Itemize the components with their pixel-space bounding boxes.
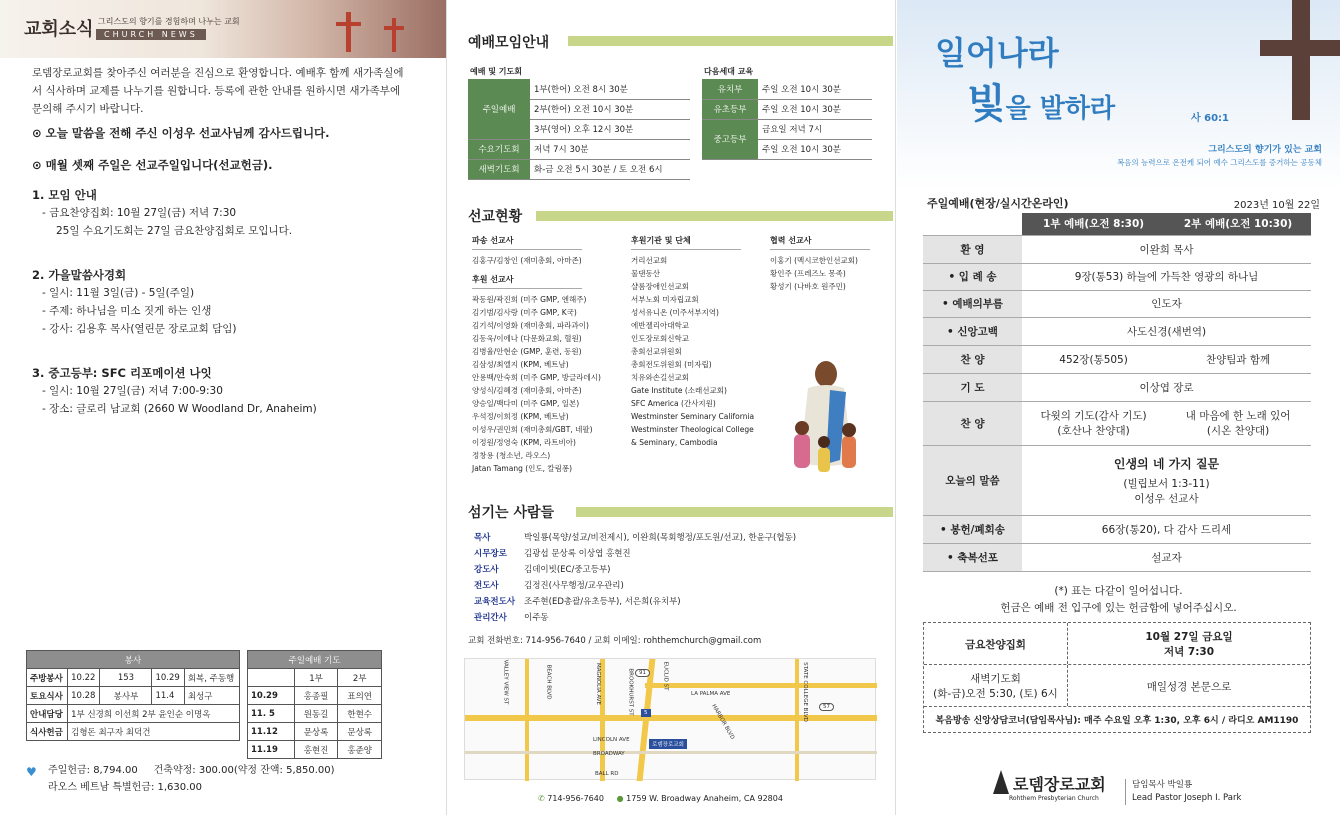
table-row bbox=[923, 373, 1311, 401]
section-line: - 금요찬양집회: 10월 27일(금) 저녁 7:30 bbox=[42, 207, 237, 219]
offering-building: 건축약정: 300.00(약정 잔액: 5,850.00) bbox=[153, 765, 335, 776]
table-cell: 금요일 저녁 7시 bbox=[758, 119, 872, 139]
highway-5-icon: 5 bbox=[641, 709, 651, 717]
staff-role: 전도사 bbox=[474, 581, 499, 591]
table-cell: 화-금 오전 5시 30분 / 토 오전 6시 bbox=[530, 159, 690, 179]
offering-special: 라오스 베트남 특별헌금: 1,630.00 bbox=[48, 782, 203, 793]
table-cell: 11.12 bbox=[248, 723, 295, 741]
list-item: 성서유니온 (미주서부지역) bbox=[631, 308, 719, 317]
list-item: SFC America (간사지원) bbox=[631, 399, 716, 408]
worship-heading: 예배 및 기도회 bbox=[470, 67, 522, 76]
prayer-title: 주일예배 기도 bbox=[248, 651, 382, 669]
list-item: 물댄동산 bbox=[631, 269, 660, 278]
table-cell: 9장(통53) 하늘에 가득찬 영광의 하나님 bbox=[1022, 263, 1311, 290]
news-subtitle-en: CHURCH NEWS bbox=[96, 29, 206, 40]
list-item: Westminster Seminary California bbox=[631, 412, 755, 421]
cross-icon bbox=[1292, 0, 1310, 120]
table-row bbox=[27, 723, 240, 741]
street-label: LA PALMA AVE bbox=[691, 691, 731, 697]
table-cell: 이완희 목사 bbox=[1022, 235, 1311, 263]
street-label: STATE COLLEGE BLVD bbox=[801, 662, 808, 722]
table-label: 환 영 bbox=[923, 235, 1022, 263]
hero-title-2 bbox=[967, 72, 1115, 129]
hero-vision: 복음의 능력으로 온전케 되어 예수 그리스도를 증거하는 공동체 bbox=[1116, 158, 1322, 167]
list-item: Jatan Tamang (인도, 칼림퐁) bbox=[472, 464, 573, 473]
table-cell: 표의연 bbox=[338, 687, 382, 705]
section-line: - 강사: 김용후 목사(열린문 장로교회 담임) bbox=[42, 323, 237, 335]
table-cell: 11.4 bbox=[152, 687, 184, 705]
sermon-preacher: 이성우 선교사 bbox=[1134, 492, 1199, 505]
hero-title-word: 빛 bbox=[967, 81, 1006, 127]
bulletin-panel bbox=[897, 0, 1340, 815]
table-row bbox=[924, 623, 1310, 665]
mission-col-2 bbox=[631, 232, 754, 449]
news-header bbox=[0, 0, 447, 58]
table-cell: 문상록 bbox=[338, 723, 382, 741]
list-item: 김삼성/최엘지 (KPM, 베트남) bbox=[472, 360, 569, 369]
table-cell: 내 마음에 한 노래 있어 bbox=[1185, 410, 1291, 422]
list-item: 양승일/백다미 (미주 GMP, 일본) bbox=[472, 399, 580, 408]
church-map bbox=[464, 658, 876, 780]
list-item: 김기석/이영화 (재미총회, 파라과이) bbox=[472, 321, 589, 330]
order-of-service bbox=[923, 213, 1311, 572]
list-item: 이정원/정영숙 (KPM, 라트비아) bbox=[472, 438, 576, 447]
list-item: 이성우/권민희 (재미총회/GBT, 네팔) bbox=[472, 425, 593, 434]
map-contact bbox=[538, 794, 783, 803]
table-cell: 1부(한어) 오전 8시 30분 bbox=[530, 79, 690, 99]
cross-icon bbox=[346, 12, 351, 52]
street-label: EUCLID ST bbox=[662, 661, 669, 691]
service-date: 2023년 10월 22일 bbox=[1233, 200, 1320, 211]
table-label: 찬 양 bbox=[923, 345, 1022, 373]
event-name: 금요찬양집회 bbox=[924, 623, 1068, 664]
street-label: BALL RD bbox=[595, 771, 619, 777]
list-item bbox=[474, 594, 796, 610]
church-logo-icon bbox=[993, 770, 1009, 794]
street-label: BROOKHURST ST bbox=[627, 668, 634, 716]
table-cell: (호산나 찬양대) bbox=[1057, 425, 1130, 437]
table-cell: 이상엽 장로 bbox=[1022, 373, 1311, 401]
table-cell: 10.29 bbox=[248, 687, 295, 705]
section-line: 25일 수요기도회는 27일 금요찬양집회로 모입니다. bbox=[56, 225, 293, 237]
news-title: 교회소식 bbox=[24, 19, 94, 40]
staff-role: 시무장로 bbox=[474, 549, 507, 559]
table-header: 2부 예배(오전 10:30) bbox=[1165, 213, 1311, 235]
table-cell: (시온 찬양대) bbox=[1206, 425, 1270, 437]
staff-role: 교육전도사 bbox=[474, 597, 516, 607]
table-label: 주일예배 bbox=[468, 79, 530, 139]
list-item: 정창용 (청소년, 라오스) bbox=[472, 451, 551, 460]
staff-role: 관리간사 bbox=[474, 613, 507, 623]
church-marker: 로뎀장로교회 bbox=[649, 739, 687, 749]
street-label: LINCOLN AVE bbox=[593, 737, 630, 743]
hero-slogan: 그리스도의 향기가 있는 교회 bbox=[1208, 145, 1322, 155]
table-label: 새벽기도회 bbox=[468, 159, 530, 179]
column-heading: 후원 선교사 bbox=[472, 273, 582, 289]
section-bar bbox=[568, 36, 893, 46]
staff-title: 섬기는 사람들 bbox=[468, 505, 555, 521]
offering-summary bbox=[26, 762, 335, 796]
table-row bbox=[248, 687, 382, 705]
list-item: 안용백/안숙희 (미주 GMP, 방글라데시) bbox=[472, 373, 601, 382]
highway-91-icon: 91 bbox=[635, 669, 650, 677]
list-item: 치유와손길선교회 bbox=[631, 373, 689, 382]
worship-panel bbox=[448, 0, 896, 815]
table-cell: 다윗의 기도(감사 기도) bbox=[1040, 410, 1147, 422]
table-header: 1부 bbox=[294, 669, 338, 687]
table-row bbox=[923, 543, 1311, 571]
table-label: 찬 양 bbox=[923, 401, 1022, 445]
table-label: • 축복선포 bbox=[923, 543, 1022, 571]
table-cell: 11.19 bbox=[248, 741, 295, 759]
table-label: • 예배의부름 bbox=[923, 290, 1022, 317]
section-line: - 주제: 하나님을 미소 짓게 하는 인생 bbox=[42, 305, 212, 317]
section-bar bbox=[536, 211, 893, 221]
cross-icon bbox=[336, 22, 361, 26]
cross-icon bbox=[1260, 40, 1340, 56]
volunteer-table bbox=[26, 650, 240, 741]
table-cell: 원동길 bbox=[294, 705, 338, 723]
table-cell: 홍종필 bbox=[294, 687, 338, 705]
welcome-text: 로뎀장로교회를 찾아주신 여러분을 진심으로 환영합니다. 예배후 함께 새가족실에서 식사하며 교제를 나누기를 원합니다. 등록에 관한 안내를 원하시면 새가족부에 문의해 주시기 바랍니다. bbox=[32, 67, 404, 115]
hero-reference: 사 60:1 bbox=[1191, 113, 1230, 124]
list-item bbox=[474, 562, 796, 578]
pastor-ko: 담임목사 박일룡 bbox=[1132, 780, 1193, 790]
staff-role: 강도사 bbox=[474, 565, 499, 575]
section-retreat bbox=[32, 266, 412, 338]
table-row bbox=[923, 263, 1311, 290]
section-heading: 1. 모임 안내 bbox=[32, 188, 97, 202]
street-label: HARBOR BLVD bbox=[710, 703, 736, 741]
list-item: 샬롬장애인선교회 bbox=[631, 282, 689, 291]
list-item: 총회전도위원회 (미자립) bbox=[631, 360, 712, 369]
list-item: 인도장로회신학교 bbox=[631, 334, 689, 343]
table-cell: 153 bbox=[100, 669, 152, 687]
news-subtitle: 그리스도의 향기를 경험하며 나누는 교회 bbox=[98, 17, 240, 26]
staff-names: 김데이빗(EC/중고등부) bbox=[524, 565, 611, 575]
event-detail: 매일성경 본문으로 bbox=[1146, 681, 1232, 693]
table-row bbox=[923, 445, 1311, 515]
list-item: 우석정/이희정 (KPM, 베트남) bbox=[472, 412, 569, 421]
staff-names: 김광섭 문상록 이상엽 홍현진 bbox=[524, 549, 631, 559]
church-name: 로뎀장로교회 bbox=[1013, 775, 1106, 794]
street-label: MAGNOLIA AVE bbox=[594, 663, 601, 705]
list-item: 황성기 (나바호 원주민) bbox=[770, 282, 846, 291]
column-heading: 협력 선교사 bbox=[770, 234, 870, 250]
church-name-en: Rohthem Presbyterian Church bbox=[1009, 795, 1099, 802]
table-cell: 저녁 7시 30분 bbox=[530, 139, 690, 159]
table-label: 유초등부 bbox=[702, 99, 758, 119]
list-item: & Seminary, Cambodia bbox=[631, 438, 718, 447]
table-cell: 홍준양 bbox=[338, 741, 382, 759]
list-item bbox=[474, 530, 796, 546]
section-bar bbox=[576, 507, 893, 517]
table-label: 수요기도회 bbox=[468, 139, 530, 159]
list-item: 김동욱/이에나 (다문화교회, 혈원) bbox=[472, 334, 582, 343]
offering-sunday: 주일헌금: 8,794.00 bbox=[48, 765, 138, 776]
list-item: 곽동원/곽진희 (미주 GMP, 엔해주) bbox=[472, 295, 587, 304]
event-name: 새벽기도회 bbox=[970, 673, 1021, 685]
table-cell: 찬양팀과 함께 bbox=[1165, 345, 1311, 373]
table-row bbox=[248, 705, 382, 723]
table-cell: 최성구 bbox=[184, 687, 239, 705]
radio-broadcast: 복음방송 신앙상담코너(담임목사님): 매주 수요일 오후 1:30, 오후 6시 / 라디오 AM1190 bbox=[935, 716, 1299, 726]
table-row bbox=[924, 665, 1310, 707]
table-label: • 봉헌/폐회송 bbox=[923, 515, 1022, 543]
worship-title: 예배모임안내 bbox=[468, 35, 550, 51]
church-address: 1759 W. Broadway Anaheim, CA 92804 bbox=[626, 794, 783, 803]
list-item: Westminster Theological College bbox=[631, 425, 754, 434]
table-row bbox=[923, 345, 1311, 373]
table-cell: 주방봉사 bbox=[27, 669, 68, 687]
table-cell: 문상록 bbox=[294, 723, 338, 741]
table-cell: 1부 신경희 이선희 2부 윤인순 이명옥 bbox=[68, 705, 240, 723]
news-panel bbox=[0, 0, 447, 815]
table-row bbox=[27, 705, 240, 723]
event-time: (화-금)오전 5:30, (토) 6시 bbox=[933, 688, 1058, 700]
list-item bbox=[474, 610, 796, 626]
section-heading: 2. 가을말씀사경회 bbox=[32, 268, 127, 282]
location-icon: ● bbox=[616, 794, 624, 803]
table-row bbox=[27, 687, 240, 705]
staff-role: 목사 bbox=[474, 533, 491, 543]
highway-57-icon: 57 bbox=[819, 703, 834, 711]
staff-names: 박일룡(목양/설교/비전제시), 이완희(목회행정/포도원/선교), 한윤구(협동) bbox=[524, 533, 797, 543]
table-cell: 김형돈 최구자 최덕건 bbox=[68, 723, 240, 741]
section-meeting bbox=[32, 186, 412, 240]
hand-heart-icon: ♥ bbox=[26, 765, 37, 779]
jesus-children-illustration bbox=[778, 352, 873, 477]
mission-title: 선교현황 bbox=[468, 209, 523, 225]
street-label: VALLEY VIEW ST bbox=[502, 659, 509, 705]
staff-list bbox=[474, 530, 796, 626]
volunteer-title: 봉사 bbox=[27, 651, 240, 669]
table-row bbox=[923, 290, 1311, 317]
list-item: 김기범/김사랑 (미주 GMP, K국) bbox=[472, 308, 577, 317]
table-cell: 11. 5 bbox=[248, 705, 295, 723]
list-item: 김홍구/김창인 (재미총회, 아마존) bbox=[472, 256, 582, 265]
sermon-passage: (빌립보서 1:3-11) bbox=[1123, 477, 1210, 490]
table-label: • 신앙고백 bbox=[923, 317, 1022, 345]
table-row bbox=[27, 669, 240, 687]
list-item: 총회선교위원회 bbox=[631, 347, 682, 356]
sermon-title: 인생의 네 가지 질문 bbox=[1113, 456, 1220, 471]
table-cell: 10.29 bbox=[152, 669, 184, 687]
table-cell: 2부(한어) 오전 10시 30분 bbox=[530, 99, 690, 119]
list-item: 에반젤리아대학교 bbox=[631, 321, 689, 330]
hero-banner bbox=[897, 0, 1340, 190]
table-row bbox=[248, 723, 382, 741]
table-cell: 3부(영어) 오후 12시 30분 bbox=[530, 119, 690, 139]
table-cell: 인도자 bbox=[1022, 290, 1311, 317]
table-cell: 452장(통505) bbox=[1022, 345, 1165, 373]
table-header: 1부 예배(오전 8:30) bbox=[1022, 213, 1165, 235]
staff-names: 조주현(ED총괄/유초등부), 서은희(유치부) bbox=[524, 597, 681, 607]
table-label: • 입 례 송 bbox=[923, 263, 1022, 290]
table-row bbox=[923, 235, 1311, 263]
prayer-table bbox=[247, 650, 382, 759]
mission-col-3 bbox=[770, 232, 870, 293]
list-item bbox=[474, 578, 796, 594]
education-heading: 다음세대 교육 bbox=[704, 67, 754, 76]
notice-2: ⊙ 매월 셋째 주일은 선교주일입니다(선교헌금). bbox=[32, 158, 273, 172]
list-item: 김병율/안현순 (GMP, 훈련, 동원) bbox=[472, 347, 582, 356]
phone-icon: ✆ bbox=[538, 794, 545, 803]
cross-icon bbox=[384, 26, 404, 30]
church-contact: 교회 전화번호: 714-956-7640 / 교회 이메일: rohthemchurch@gmail.com bbox=[468, 636, 762, 646]
notice-1: ⊙ 오늘 말씀을 전해 주신 이성우 선교사님께 감사드립니다. bbox=[32, 126, 330, 140]
table-cell: 토요식사 bbox=[27, 687, 68, 705]
table-row bbox=[923, 317, 1311, 345]
table-cell: 안내담당 bbox=[27, 705, 68, 723]
table-cell: 봉사부 bbox=[100, 687, 152, 705]
table-cell: 10.28 bbox=[68, 687, 100, 705]
table-cell: 홍현진 bbox=[294, 741, 338, 759]
list-item: 황인주 (프레즈노 몽족) bbox=[770, 269, 846, 278]
list-item: 이홍기 (멕시코한인선교회) bbox=[770, 256, 858, 265]
worship-table bbox=[468, 79, 690, 180]
staff-names: 이주동 bbox=[524, 613, 549, 623]
street-label: BROADWAY bbox=[593, 751, 625, 757]
list-item: 거리선교회 bbox=[631, 256, 668, 265]
offering-note: 헌금은 예배 전 입구에 있는 헌금함에 넣어주십시오. bbox=[1000, 602, 1237, 614]
table-row bbox=[248, 741, 382, 759]
table-cell: 사도신경(새번역) bbox=[1022, 317, 1311, 345]
table-cell: 66장(통20), 다 감사 드리세 bbox=[1022, 515, 1311, 543]
phone-number: 714-956-7640 bbox=[547, 794, 604, 803]
table-cell: 회복, 주동행 bbox=[184, 669, 239, 687]
pastor-en: Lead Pastor Joseph I. Park bbox=[1132, 793, 1242, 803]
table-cell: 10.22 bbox=[68, 669, 100, 687]
list-item: 서부노회 미자립교회 bbox=[631, 295, 699, 304]
hero-title-1: 일어나라 bbox=[935, 34, 1059, 72]
cross-icon bbox=[392, 18, 396, 52]
section-line: - 일시: 10월 27일(금) 저녁 7:00-9:30 bbox=[42, 385, 223, 397]
table-label: 오늘의 말씀 bbox=[923, 445, 1022, 515]
table-label: 기 도 bbox=[923, 373, 1022, 401]
section-heading: 3. 중고등부: SFC 리포메이션 나잇 bbox=[32, 366, 212, 380]
table-row bbox=[923, 515, 1311, 543]
standing-note: (*) 표는 다같이 일어섭니다. bbox=[1054, 585, 1183, 597]
hero-title-rest: 을 발하라 bbox=[1005, 94, 1116, 124]
section-line: - 장소: 글로리 남교회 (2660 W Woodland Dr, Anaheim) bbox=[42, 403, 317, 415]
table-header: 2부 bbox=[338, 669, 382, 687]
table-cell: 식사헌금 bbox=[27, 723, 68, 741]
table-label: 중고등부 bbox=[702, 119, 758, 159]
service-title: 주일예배(현장/실시간온라인) bbox=[927, 197, 1069, 210]
section-youth bbox=[32, 364, 412, 418]
pastor-info bbox=[1125, 779, 1241, 805]
events-box bbox=[923, 622, 1311, 733]
list-item: Gate Institute (소래선교회) bbox=[631, 386, 727, 395]
table-cell: 주일 오전 10시 30분 bbox=[758, 79, 872, 99]
list-item: 양성식/김혜경 (재미총회, 아마존) bbox=[472, 386, 582, 395]
column-heading: 후원기관 및 단체 bbox=[631, 234, 741, 250]
table-cell: 한현수 bbox=[338, 705, 382, 723]
section-line: - 일시: 11월 3일(금) - 5일(주일) bbox=[42, 287, 195, 299]
event-time: 10월 27일 금요일 bbox=[1145, 631, 1233, 643]
table-label: 유치부 bbox=[702, 79, 758, 99]
education-table bbox=[702, 79, 872, 160]
event-time: 저녁 7:30 bbox=[1163, 646, 1215, 658]
staff-names: 김정진(사무행정/교우관리) bbox=[524, 581, 624, 591]
table-row bbox=[923, 401, 1311, 445]
street-label: BEACH BLVD bbox=[545, 664, 552, 700]
table-cell: 주일 오전 10시 30분 bbox=[758, 99, 872, 119]
table-cell: 설교자 bbox=[1022, 543, 1311, 571]
mission-col-1 bbox=[472, 232, 601, 475]
table-cell: 주일 오전 10시 30분 bbox=[758, 139, 872, 159]
list-item bbox=[474, 546, 796, 562]
column-heading: 파송 선교사 bbox=[472, 234, 582, 250]
